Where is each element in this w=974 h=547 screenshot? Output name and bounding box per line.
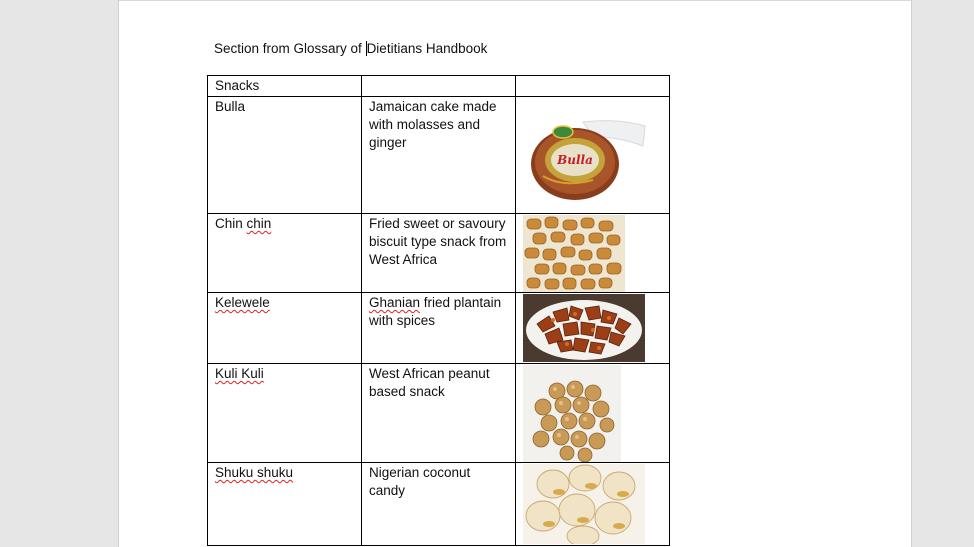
snack-name-cell[interactable] bbox=[208, 463, 362, 546]
heading-text-end: Dietitians Handbook bbox=[366, 41, 488, 56]
snack-description-cell[interactable] bbox=[362, 463, 516, 546]
description-line: West African peanut bbox=[369, 366, 490, 381]
table-row bbox=[208, 364, 670, 463]
description-line bbox=[369, 294, 508, 312]
document-heading[interactable] bbox=[214, 41, 487, 56]
snack-picture-cell[interactable] bbox=[516, 214, 670, 293]
table-row bbox=[208, 293, 670, 364]
bulla-package-label: Bulla bbox=[557, 153, 593, 167]
snack-name-part: Chin bbox=[215, 216, 247, 231]
snack-name-cell[interactable] bbox=[208, 364, 362, 463]
bulla-photo[interactable] bbox=[523, 116, 647, 202]
snack-name-cell[interactable] bbox=[208, 214, 362, 293]
snack-name: Bulla bbox=[215, 99, 246, 114]
snack-name bbox=[215, 216, 271, 231]
heading-text-start: Section from Glossary of bbox=[214, 41, 366, 56]
spelling-flagged-word[interactable]: chin bbox=[246, 216, 272, 231]
chin-chin-photo[interactable] bbox=[523, 215, 625, 292]
table-row bbox=[208, 214, 670, 293]
shuku-shuku-photo[interactable] bbox=[523, 464, 645, 544]
description-line: Nigerian coconut bbox=[369, 465, 471, 480]
snack-name[interactable]: Shuku shuku bbox=[215, 465, 294, 480]
table-header-row bbox=[208, 76, 670, 97]
description-line: based snack bbox=[369, 384, 445, 399]
snack-picture-cell[interactable] bbox=[516, 293, 670, 364]
kuli-kuli-photo[interactable] bbox=[523, 365, 621, 462]
table-row bbox=[208, 97, 670, 214]
snack-picture-cell[interactable] bbox=[516, 463, 670, 546]
snack-description-cell[interactable] bbox=[362, 214, 516, 293]
header-cell-description[interactable] bbox=[362, 76, 516, 97]
page-top-edge bbox=[119, 0, 911, 1]
header-cell-picture[interactable] bbox=[516, 76, 670, 97]
snack-description-cell[interactable] bbox=[362, 364, 516, 463]
document-page[interactable] bbox=[118, 0, 912, 547]
description-line: Jamaican cake made bbox=[369, 99, 497, 114]
snack-picture-cell[interactable] bbox=[516, 97, 670, 214]
description-line-rest: fried plantain bbox=[420, 295, 502, 310]
snack-description-cell[interactable] bbox=[362, 97, 516, 214]
snack-name-cell[interactable] bbox=[208, 293, 362, 364]
description-line: with spices bbox=[369, 313, 436, 328]
snack-name-cell[interactable] bbox=[208, 97, 362, 214]
snack-picture-cell[interactable] bbox=[516, 364, 670, 463]
snack-description-cell[interactable] bbox=[362, 293, 516, 364]
kelewele-photo[interactable] bbox=[523, 294, 645, 362]
description-line: West Africa bbox=[369, 252, 438, 267]
header-cell-snacks[interactable]: Snacks bbox=[208, 76, 362, 97]
description-line: ginger bbox=[369, 135, 407, 150]
description-line: candy bbox=[369, 483, 406, 498]
description-line: with molasses and bbox=[369, 117, 481, 132]
description-line: Fried sweet or savoury bbox=[369, 216, 506, 231]
table-row bbox=[208, 463, 670, 546]
spelling-flagged-word[interactable]: Ghanian bbox=[369, 295, 421, 310]
description-line: biscuit type snack from bbox=[369, 234, 507, 249]
glossary-table[interactable] bbox=[207, 75, 670, 546]
snack-name[interactable]: Kuli Kuli bbox=[215, 366, 264, 381]
snack-name[interactable]: Kelewele bbox=[215, 295, 270, 310]
